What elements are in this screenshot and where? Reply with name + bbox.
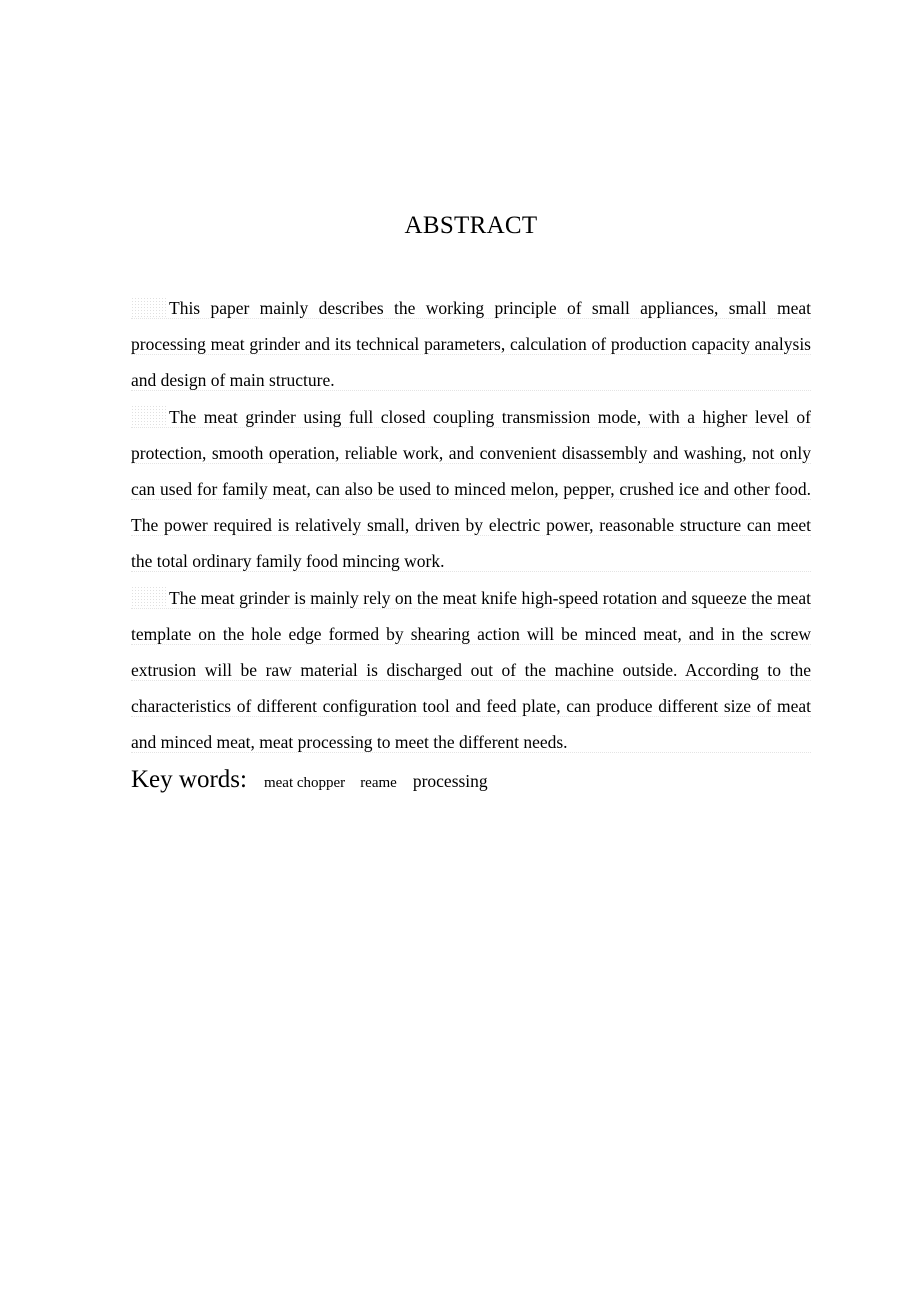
keyword-item: meat chopper — [263, 775, 346, 791]
keyword-item: reame — [360, 775, 397, 791]
keywords-line — [131, 766, 488, 794]
keyword-item: processing — [412, 771, 488, 791]
abstract-paragraph-1: This paper mainly describes the working principle of small appliances, small meat processing meat grinder and its technical parameters, calculation of production capacity analysis and design of main structure. — [131, 298, 811, 391]
keywords-label: Key words: — [131, 766, 247, 793]
abstract-title: ABSTRACT — [404, 212, 538, 239]
abstract-paragraph-2: The meat grinder using full closed coupling transmission mode, with a higher level of protection, smooth operation, reliable work, and convenient disassembly and washing, not only can used for family meat, can also be used to minced melon, pepper, crushed ice and other food. The power required is relatively small, driven by electric power, reasonable structure can meet the total ordinary family food mincing work. — [131, 406, 811, 572]
abstract-paragraph-3: The meat grinder is mainly rely on the meat knife high-speed rotation and squeeze the meat template on the hole edge formed by shearing action will be minced meat, and in the screw extrusion will be raw material is discharged out of the machine outside. According to the characteristics of different configuration tool and feed plate, can produce different size of meat and minced meat, meat processing to meet the different needs. — [131, 587, 811, 753]
abstract-body — [131, 290, 811, 761]
